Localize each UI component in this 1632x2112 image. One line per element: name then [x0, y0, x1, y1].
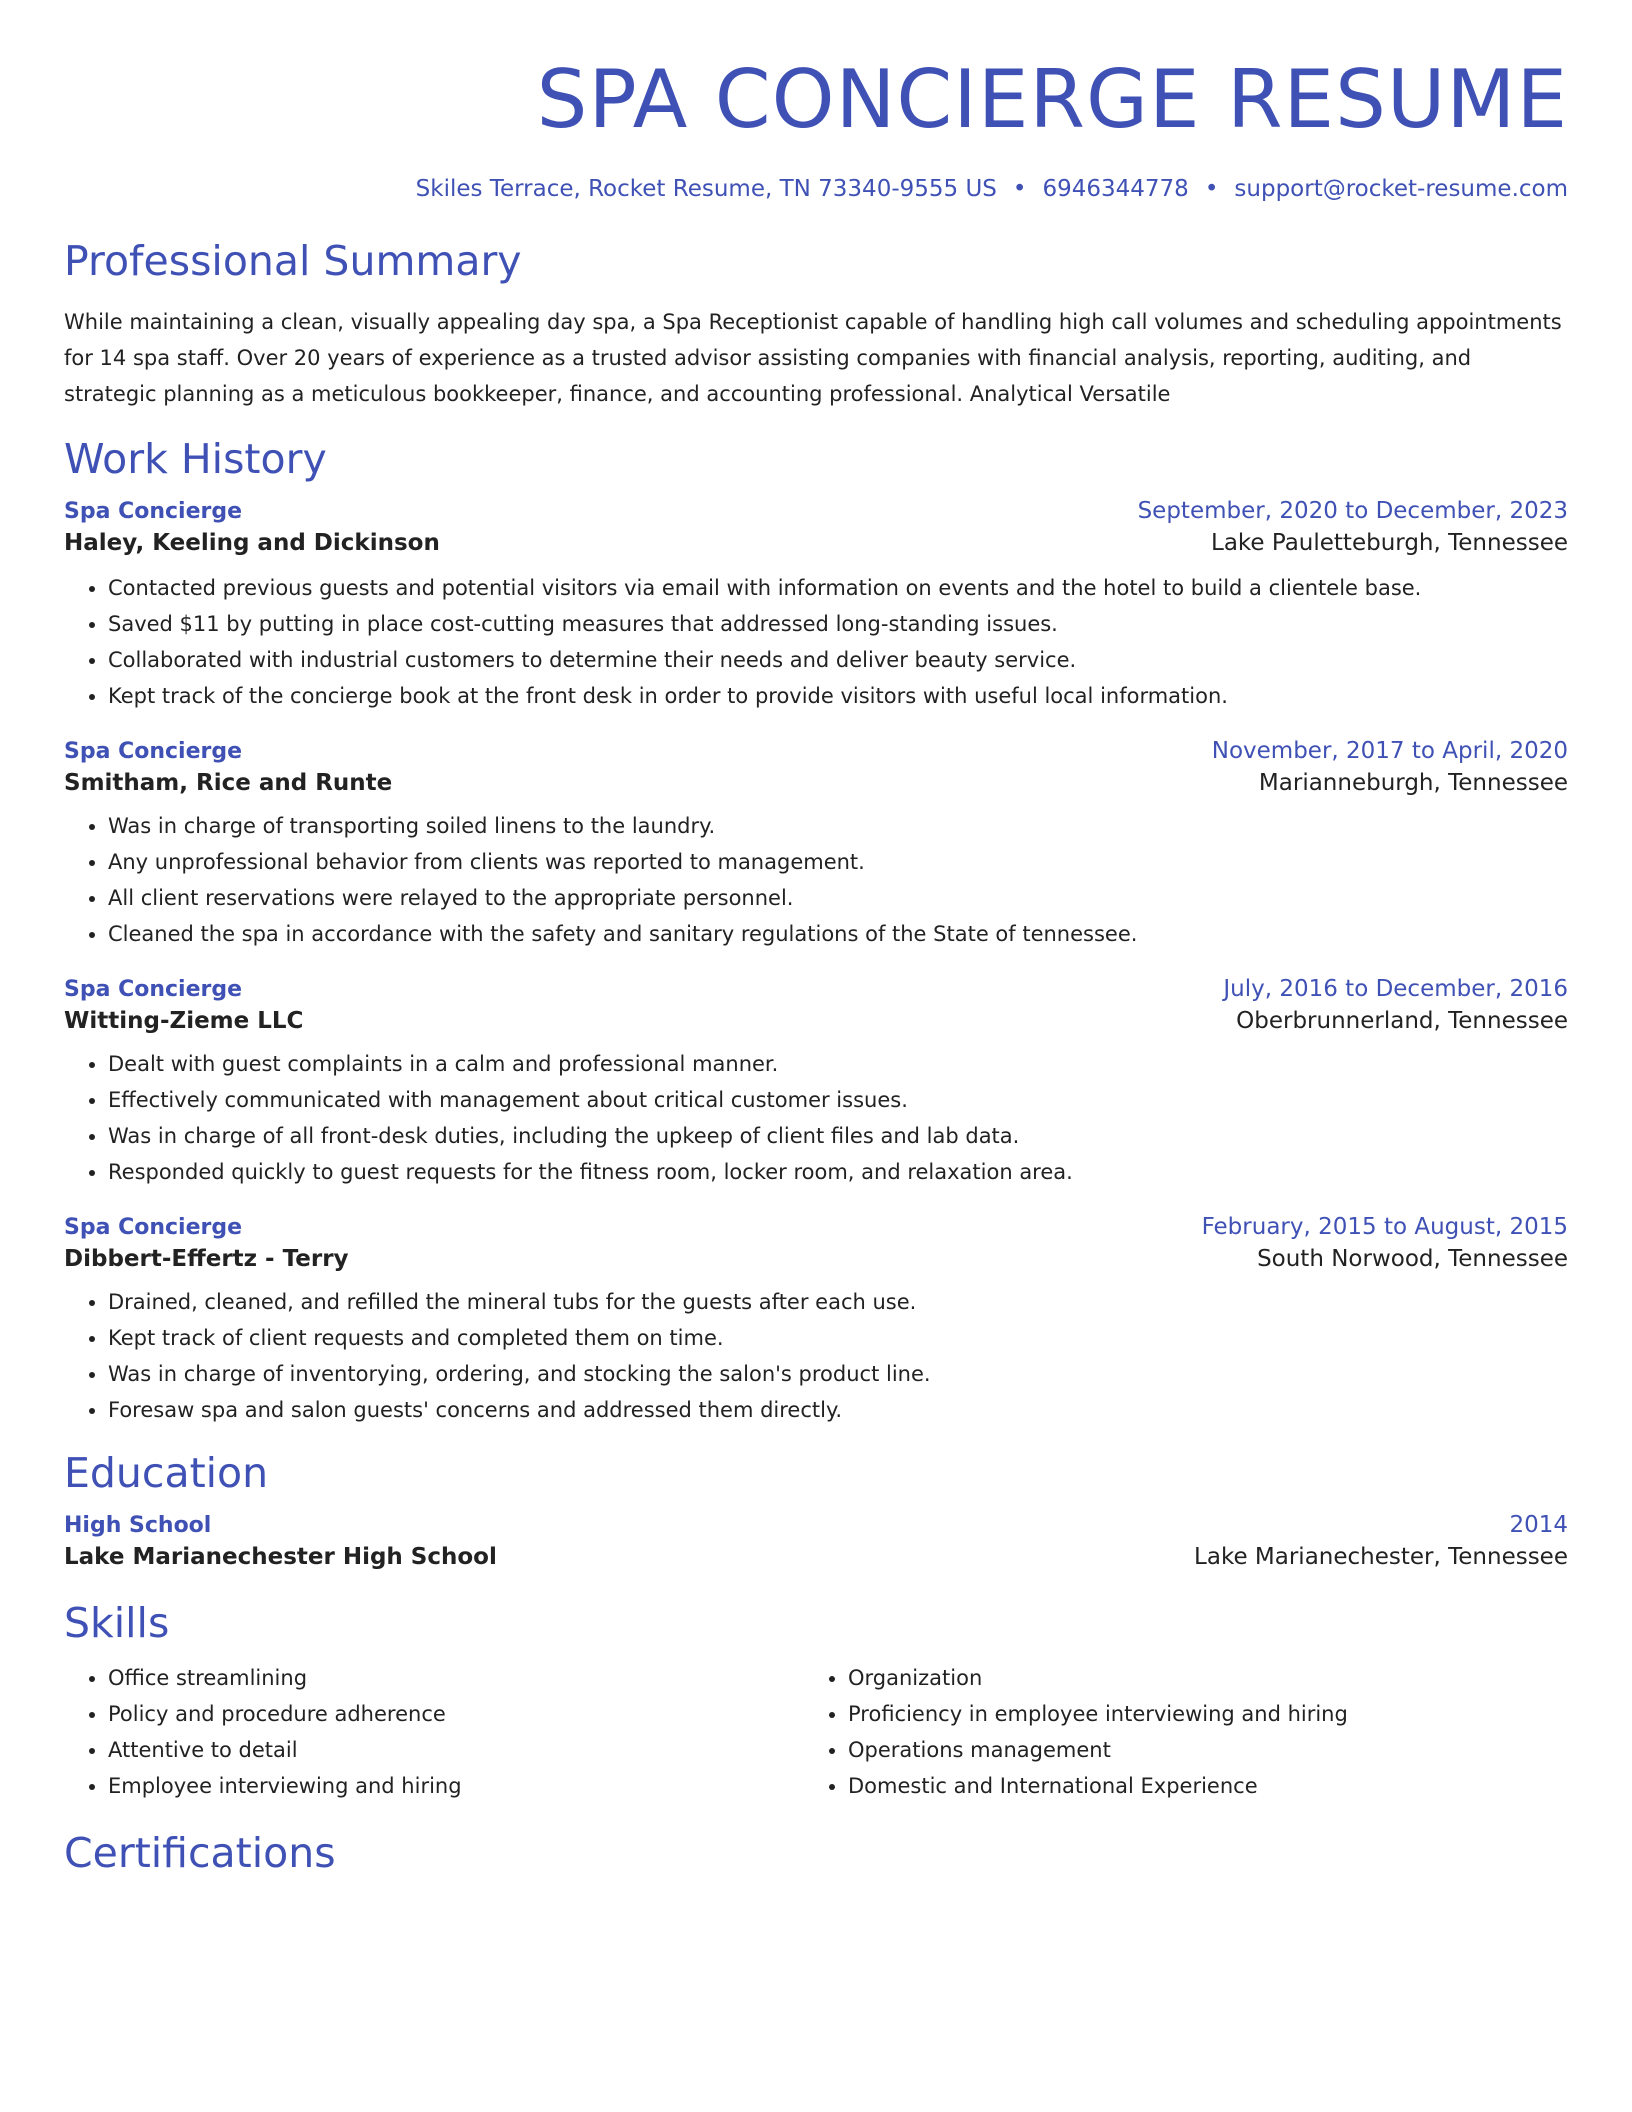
skill-item: • Domestic and International Experience — [848, 1768, 1544, 1804]
job-bullet: • Drained, cleaned, and refilled the mineral tubs for the guests after each use. — [108, 1284, 1568, 1320]
job-bullet: • Cleaned the spa in accordance with the safety and sanitary regulations of the State of tennessee. — [108, 916, 1568, 952]
work-history-section — [64, 434, 1568, 1428]
job-entry — [64, 738, 1568, 952]
job-bullet: • Was in charge of inventorying, ordering, and stocking the salon's product line. — [108, 1356, 1568, 1392]
summary-heading: Professional Summary — [64, 237, 522, 285]
job-role: Spa Concierge — [64, 739, 243, 764]
summary-section — [64, 236, 1568, 412]
job-bullet: • Kept track of the concierge book at the front desk in order to provide visitors with useful local information. — [108, 678, 1568, 714]
education-degree: High School — [64, 1513, 212, 1538]
skills-list — [804, 1660, 1544, 1804]
skill-item: • Operations management — [848, 1732, 1544, 1768]
job-dates: November, 2017 to April, 2020 — [1211, 738, 1568, 764]
job-company: Dibbert-Effertz - Terry — [64, 1246, 349, 1272]
skill-item: • Policy and procedure adherence — [108, 1696, 804, 1732]
skills-section — [64, 1598, 1568, 1804]
job-company: Haley, Keeling and Dickinson — [64, 530, 440, 556]
contact-separator: • — [1204, 176, 1219, 202]
skills-heading: Skills — [64, 1599, 170, 1647]
skill-item: • Attentive to detail — [108, 1732, 804, 1768]
skill-item: • Office streamlining — [108, 1660, 804, 1696]
work-history-heading: Work History — [64, 435, 327, 483]
contact-email: support@rocket-resume.com — [1234, 176, 1568, 202]
job-bullet: • Dealt with guest complaints in a calm and professional manner. — [108, 1046, 1568, 1082]
skills-grid — [64, 1660, 1568, 1804]
job-entry — [64, 1214, 1568, 1428]
job-bullets — [64, 808, 1568, 952]
job-bullet: • Responded quickly to guest requests for the fitness room, locker room, and relaxation area. — [108, 1154, 1568, 1190]
skills-list — [64, 1660, 804, 1804]
job-location: Marianneburgh, Tennessee — [1258, 770, 1568, 796]
contact-address: Skiles Terrace, Rocket Resume, TN 73340-9555 US — [415, 176, 997, 202]
job-location: South Norwood, Tennessee — [1257, 1246, 1568, 1272]
skills-column-left — [64, 1660, 804, 1804]
job-dates: July, 2016 to December, 2016 — [1223, 976, 1568, 1002]
job-company: Smitham, Rice and Runte — [64, 770, 393, 796]
job-bullet: • Any unprofessional behavior from clients was reported to management. — [108, 844, 1568, 880]
job-role: Spa Concierge — [64, 1215, 243, 1240]
education-heading: Education — [64, 1449, 269, 1497]
job-dates: September, 2020 to December, 2023 — [1137, 498, 1568, 524]
contact-line — [64, 176, 1568, 202]
contact-separator: • — [1012, 176, 1027, 202]
job-bullet: • Kept track of client requests and completed them on time. — [108, 1320, 1568, 1356]
job-entry — [64, 498, 1568, 714]
education-section — [64, 1448, 1568, 1570]
skill-item: • Proficiency in employee interviewing and hiring — [848, 1696, 1544, 1732]
job-bullet: • Effectively communicated with management about critical customer issues. — [108, 1082, 1568, 1118]
job-role: Spa Concierge — [64, 499, 243, 524]
job-bullets — [64, 570, 1568, 714]
job-bullet: • Foresaw spa and salon guests' concerns and addressed them directly. — [108, 1392, 1568, 1428]
job-location: Oberbrunnerland, Tennessee — [1236, 1008, 1568, 1034]
job-bullet: • All client reservations were relayed to the appropriate personnel. — [108, 880, 1568, 916]
job-entry — [64, 976, 1568, 1190]
job-bullets — [64, 1046, 1568, 1190]
job-bullet: • Saved $11 by putting in place cost-cutting measures that addressed long-standing issues. — [108, 606, 1568, 642]
education-location: Lake Marianechester, Tennessee — [1194, 1544, 1568, 1570]
job-company: Witting-Zieme LLC — [64, 1008, 304, 1034]
certifications-section — [64, 1828, 1568, 1878]
job-bullet: • Was in charge of transporting soiled linens to the laundry. — [108, 808, 1568, 844]
skills-column-right — [804, 1660, 1544, 1804]
education-year: 2014 — [1509, 1512, 1568, 1538]
contact-phone: 6946344778 — [1042, 176, 1189, 202]
skill-item: • Organization — [848, 1660, 1544, 1696]
education-school: Lake Marianechester High School — [64, 1544, 497, 1570]
job-dates: February, 2015 to August, 2015 — [1201, 1214, 1568, 1240]
job-bullet: • Contacted previous guests and potential visitors via email with information on events and the hotel to build a clientele base. — [108, 570, 1568, 606]
job-location: Lake Pauletteburgh, Tennessee — [1211, 530, 1568, 556]
resume-title: SPA CONCIERGE RESUME — [536, 53, 1568, 146]
certifications-heading: Certifications — [64, 1829, 336, 1877]
job-bullets — [64, 1284, 1568, 1428]
summary-text: While maintaining a clean, visually appealing day spa, a Spa Receptionist capable of handling high call volumes and scheduling appointments for 14 spa staff. Over 20 years of experience as a trusted advisor assisting companies with financial analysis, reporting, auditing, and strategic planning as a meticulous bookkeeper, finance, and accounting professional. Analytical Versatile — [64, 310, 1562, 406]
skill-item: • Employee interviewing and hiring — [108, 1768, 804, 1804]
job-bullet: • Collaborated with industrial customers to determine their needs and deliver beauty service. — [108, 642, 1568, 678]
job-bullet: • Was in charge of all front-desk duties, including the upkeep of client files and lab data. — [108, 1118, 1568, 1154]
job-role: Spa Concierge — [64, 977, 243, 1002]
